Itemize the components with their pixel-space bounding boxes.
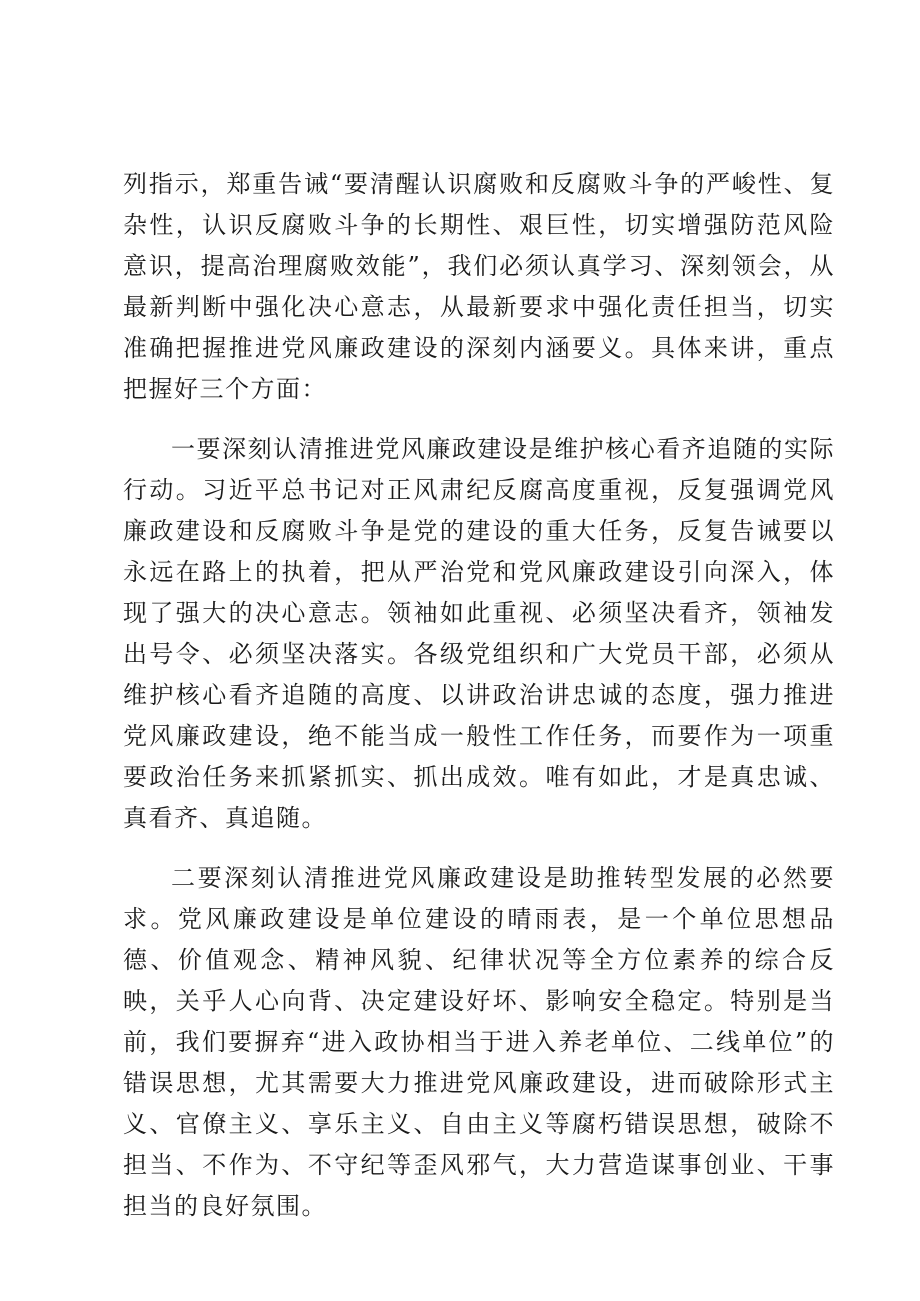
paragraph-point-two: 二要深刻认清推进党风廉政建设是助推转型发展的必然要求。党风廉政建设是单位建设的晴雨表，是一个单位思想品德、价值观念、精神风貌、纪律状况等全方位素养的综合反映，关乎人心向背、决定建设好坏、影响安全稳定。特别是当前，我们要摒弃“进入政协相当于进入养老单位、二线单位”的错误思想，尤其需要大力推进党风廉政建设，进而破除形式主义、官僚主义、享乐主义、自由主义等腐朽错误思想，破除不担当、不作为、不守纪等歪风邪气，大力营造谋事创业、干事担当的良好氛围。 <box>123 864 835 1220</box>
paragraph-continuation: 列指示，郑重告诫“要清醒认识腐败和反腐败斗争的严峻性、复杂性，认识反腐败斗争的长期性、艰巨性，切实增强防范风险意识，提高治理腐败效能”，我们必须认真学习、深刻领会，从最新判断中强化决心意志，从最新要求中强化责任担当，切实准确把握推进党风廉政建设的深刻内涵要义。具体来讲，重点把握好三个方面： <box>123 170 835 403</box>
body-text <box>123 164 835 1246</box>
paragraph-point-one: 一要深刻认清推进党风廉政建设是维护核心看齐追随的实际行动。习近平总书记对正风肃纪反腐高度重视，反复强调党风廉政建设和反腐败斗争是党的建设的重大任务，反复告诫要以永远在路上的执着，把从严治党和党风廉政建设引向深入，体现了强大的决心意志。领袖如此重视、必须坚决看齐，领袖发出号令、必须坚决落实。各级党组织和广大党员干部，必须从维护核心看齐追随的高度、以讲政治讲忠诚的态度，强力推进党风廉政建设，绝不能当成一般性工作任务，而要作为一项重要政治任务来抓紧抓实、抓出成效。唯有如此，才是真忠诚、真看齐、真追随。 <box>123 435 835 832</box>
